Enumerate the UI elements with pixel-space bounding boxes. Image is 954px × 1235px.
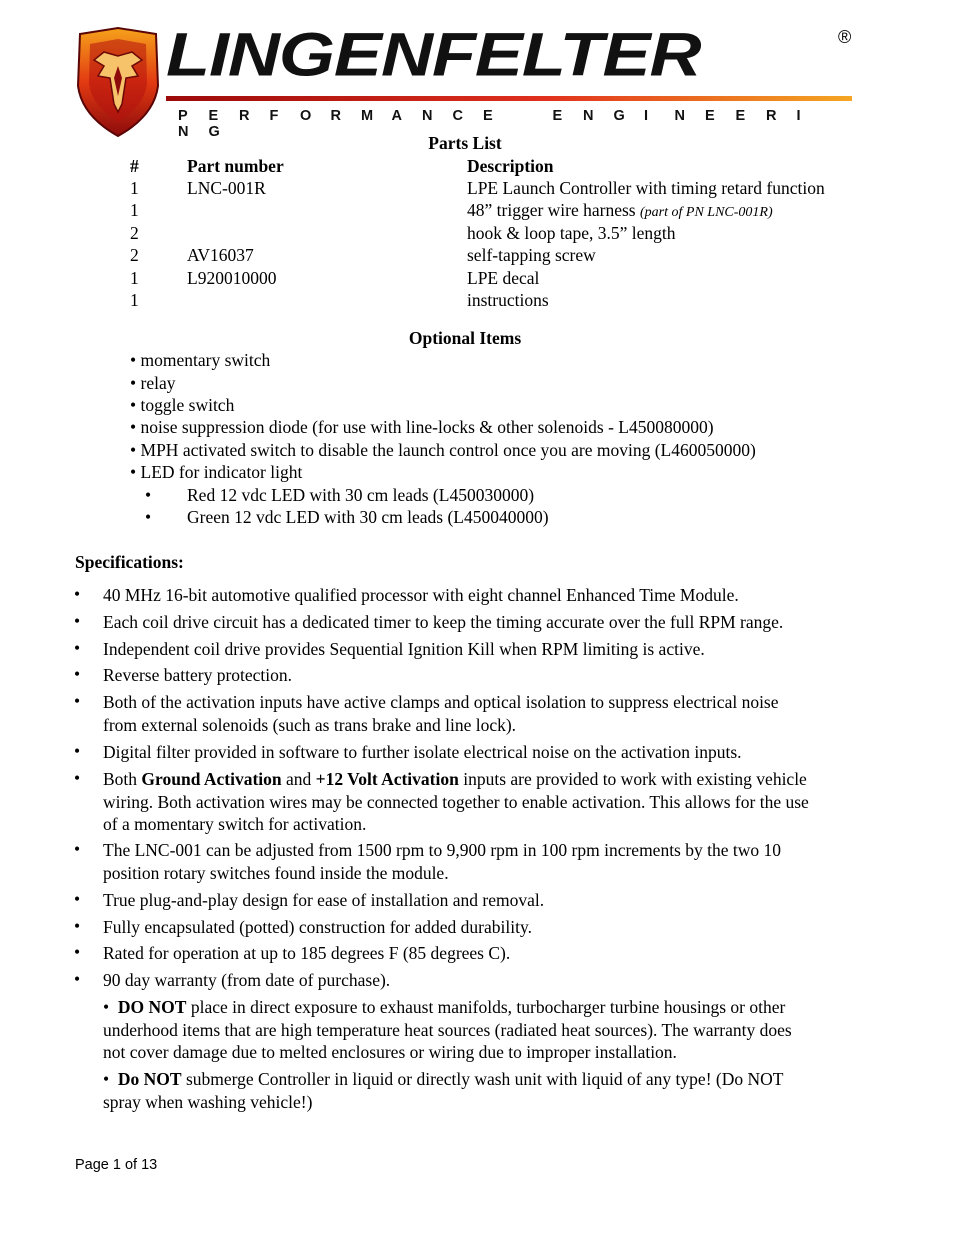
row-qty: 2 bbox=[130, 223, 139, 243]
row-desc-wrap bbox=[467, 200, 773, 221]
row-qty: 1 bbox=[130, 178, 139, 198]
warning-emphasis: DO NOT bbox=[117, 997, 187, 1017]
tagline-letter: F bbox=[269, 108, 279, 124]
spec-line: of a momentary switch for activation. bbox=[103, 814, 367, 834]
col-header-part: Part number bbox=[187, 156, 284, 176]
spec-line bbox=[103, 1068, 863, 1091]
brand-underline bbox=[166, 96, 852, 101]
tagline-letter: N bbox=[674, 108, 685, 124]
list-item: • MPH activated switch to disable the launch control once you are moving (L460050000) bbox=[130, 440, 756, 460]
text-run: Both bbox=[103, 769, 142, 789]
tagline-letter: N bbox=[583, 108, 594, 124]
list-item-text: MPH activated switch to disable the launch control once you are moving (L460050000) bbox=[140, 440, 756, 460]
bold-term: Ground Activation bbox=[141, 769, 282, 789]
tagline-letter: E bbox=[483, 108, 493, 124]
bullet: • bbox=[74, 691, 81, 711]
shield-emblem-icon bbox=[74, 26, 162, 138]
bullet: • bbox=[103, 997, 110, 1017]
row-part: LNC-001R bbox=[187, 178, 266, 198]
tagline-letter: R bbox=[330, 108, 341, 124]
row-qty: 1 bbox=[130, 200, 139, 220]
list-item-text: relay bbox=[140, 373, 176, 393]
row-desc: LPE Launch Controller with timing retard function bbox=[467, 178, 825, 198]
tagline-letter: O bbox=[300, 108, 312, 124]
tagline-letter: M bbox=[361, 108, 374, 124]
bullet: • bbox=[74, 916, 81, 936]
spec-line: underhood items that are high temperature heat sources (radiated heat sources). The warranty does bbox=[103, 1019, 792, 1040]
sub-list-item-text: Red 12 vdc LED with 30 cm leads (L450030000) bbox=[187, 485, 535, 505]
row-qty: 1 bbox=[130, 268, 139, 288]
spec-line bbox=[103, 768, 863, 791]
tagline-letter: E bbox=[735, 108, 746, 124]
spec-item: Reverse battery protection. bbox=[103, 665, 293, 685]
row-desc: instructions bbox=[467, 290, 549, 310]
bullet: • bbox=[103, 1069, 110, 1089]
spec-item: True plug-and-play design for ease of installation and removal. bbox=[103, 890, 545, 910]
row-desc: 48” trigger wire harness bbox=[467, 200, 636, 220]
spec-line: not cover damage due to melted enclosures or wiring due to improper installation. bbox=[103, 1042, 677, 1062]
list-item-text: momentary switch bbox=[140, 350, 271, 370]
page-number: Page 1 of 13 bbox=[75, 1157, 158, 1173]
text-run: submerge Controller in liquid or directly wash unit with liquid of any type! (Do NOT bbox=[181, 1069, 784, 1089]
list-item-text: toggle switch bbox=[140, 395, 235, 415]
sub-list-item: • bbox=[145, 507, 152, 527]
list-item-text: noise suppression diode (for use with line-locks & other solenoids - L450080000) bbox=[140, 417, 714, 437]
spec-line: wiring. Both activation wires may be connected together to enable activation. This allows for the use bbox=[103, 791, 809, 812]
company-logo bbox=[74, 20, 854, 140]
spec-line: The LNC-001 can be adjusted from 1500 rpm to 9,900 rpm in 100 rpm increments by the two 10 bbox=[103, 840, 781, 860]
spec-item: Fully encapsulated (potted) construction for added durability. bbox=[103, 917, 532, 937]
tagline-letter: E bbox=[208, 108, 219, 124]
tagline-letter: R bbox=[766, 108, 777, 124]
spec-item: 90 day warranty (from date of purchase). bbox=[103, 970, 391, 990]
list-item: • LED for indicator light bbox=[130, 462, 303, 482]
row-part: AV16037 bbox=[187, 245, 254, 265]
warning-item bbox=[103, 1068, 863, 1113]
spec-item bbox=[103, 691, 863, 736]
optional-items-title: Optional Items bbox=[408, 328, 522, 348]
text-run: inputs are provided to work with existing vehicle bbox=[458, 769, 807, 789]
row-note: (part of PN LNC-001R) bbox=[640, 205, 773, 220]
row-qty: 1 bbox=[130, 290, 139, 310]
spec-line bbox=[103, 996, 863, 1019]
tagline-letter: P bbox=[178, 108, 188, 124]
row-desc: hook & loop tape, 3.5” length bbox=[467, 223, 676, 243]
tagline-letter: I bbox=[644, 108, 649, 124]
warning-emphasis: Do NOT bbox=[117, 1069, 182, 1089]
bold-term: +12 Volt Activation bbox=[315, 769, 459, 789]
row-part: L920010000 bbox=[187, 268, 277, 288]
spec-line: position rotary switches found inside the module. bbox=[103, 862, 449, 883]
tagline-letter: G bbox=[208, 124, 220, 140]
col-header-desc: Description bbox=[467, 156, 554, 176]
specifications-title: Specifications: bbox=[75, 552, 184, 572]
spec-item: Each coil drive circuit has a dedicated timer to keep the timing accurate over the full RPM range. bbox=[103, 612, 784, 632]
text-run: place in direct exposure to exhaust manifolds, turbocharger turbine housings or other bbox=[186, 997, 786, 1017]
bullet: • bbox=[74, 584, 81, 604]
bullet: • bbox=[74, 839, 81, 859]
tagline-letter: C bbox=[452, 108, 463, 124]
list-item: • momentary switch bbox=[130, 350, 271, 370]
tagline-letter: G bbox=[613, 108, 625, 124]
col-header-qty: # bbox=[130, 156, 139, 176]
tagline-letter: R bbox=[239, 108, 250, 124]
tagline-letter: N bbox=[422, 108, 433, 124]
spec-item: Independent coil drive provides Sequential Ignition Kill when RPM limiting is active. bbox=[103, 639, 705, 659]
tagline-letter: E bbox=[705, 108, 715, 124]
text-run: and bbox=[281, 769, 316, 789]
spec-line: spray when washing vehicle!) bbox=[103, 1091, 313, 1112]
sub-list-item: • bbox=[145, 485, 152, 505]
warning-item bbox=[103, 996, 863, 1064]
brand-wordmark: LINGENFELTER bbox=[166, 20, 701, 89]
list-item: • relay bbox=[130, 373, 176, 393]
bullet: • bbox=[74, 741, 81, 761]
spec-item: Rated for operation at up to 185 degrees F (85 degrees C). bbox=[103, 943, 511, 963]
row-qty: 2 bbox=[130, 245, 139, 265]
parts-list-title: Parts List bbox=[428, 133, 502, 153]
tagline-letter: E bbox=[552, 108, 563, 124]
list-item-text: LED for indicator light bbox=[140, 462, 303, 482]
tagline-letter: I bbox=[796, 108, 801, 124]
bullet: • bbox=[74, 611, 81, 631]
spec-line: from external solenoids (such as trans brake and line lock). bbox=[103, 714, 517, 735]
spec-line: Both of the activation inputs have active clamps and optical isolation to suppress electrical noise bbox=[103, 692, 779, 712]
sub-list-item-text: Green 12 vdc LED with 30 cm leads (L450040000) bbox=[187, 507, 549, 527]
spec-item: 40 MHz 16-bit automotive qualified processor with eight channel Enhanced Time Module. bbox=[103, 585, 739, 605]
bullet: • bbox=[74, 942, 81, 962]
bullet: • bbox=[74, 638, 81, 658]
spec-item: Digital filter provided in software to further isolate electrical noise on the activation inputs. bbox=[103, 742, 742, 762]
registered-mark: ® bbox=[838, 27, 852, 47]
spec-item bbox=[103, 768, 863, 836]
list-item: • noise suppression diode (for use with line-locks & other solenoids - L450080000) bbox=[130, 417, 714, 437]
list-item: • toggle switch bbox=[130, 395, 235, 415]
bullet: • bbox=[74, 969, 81, 989]
row-desc: LPE decal bbox=[467, 268, 540, 288]
spec-item bbox=[103, 839, 863, 884]
tagline-letter: N bbox=[178, 124, 189, 140]
bullet: • bbox=[74, 664, 81, 684]
tagline-letter: A bbox=[391, 108, 402, 124]
bullet: • bbox=[74, 768, 81, 788]
bullet: • bbox=[74, 889, 81, 909]
row-desc: self-tapping screw bbox=[467, 245, 596, 265]
